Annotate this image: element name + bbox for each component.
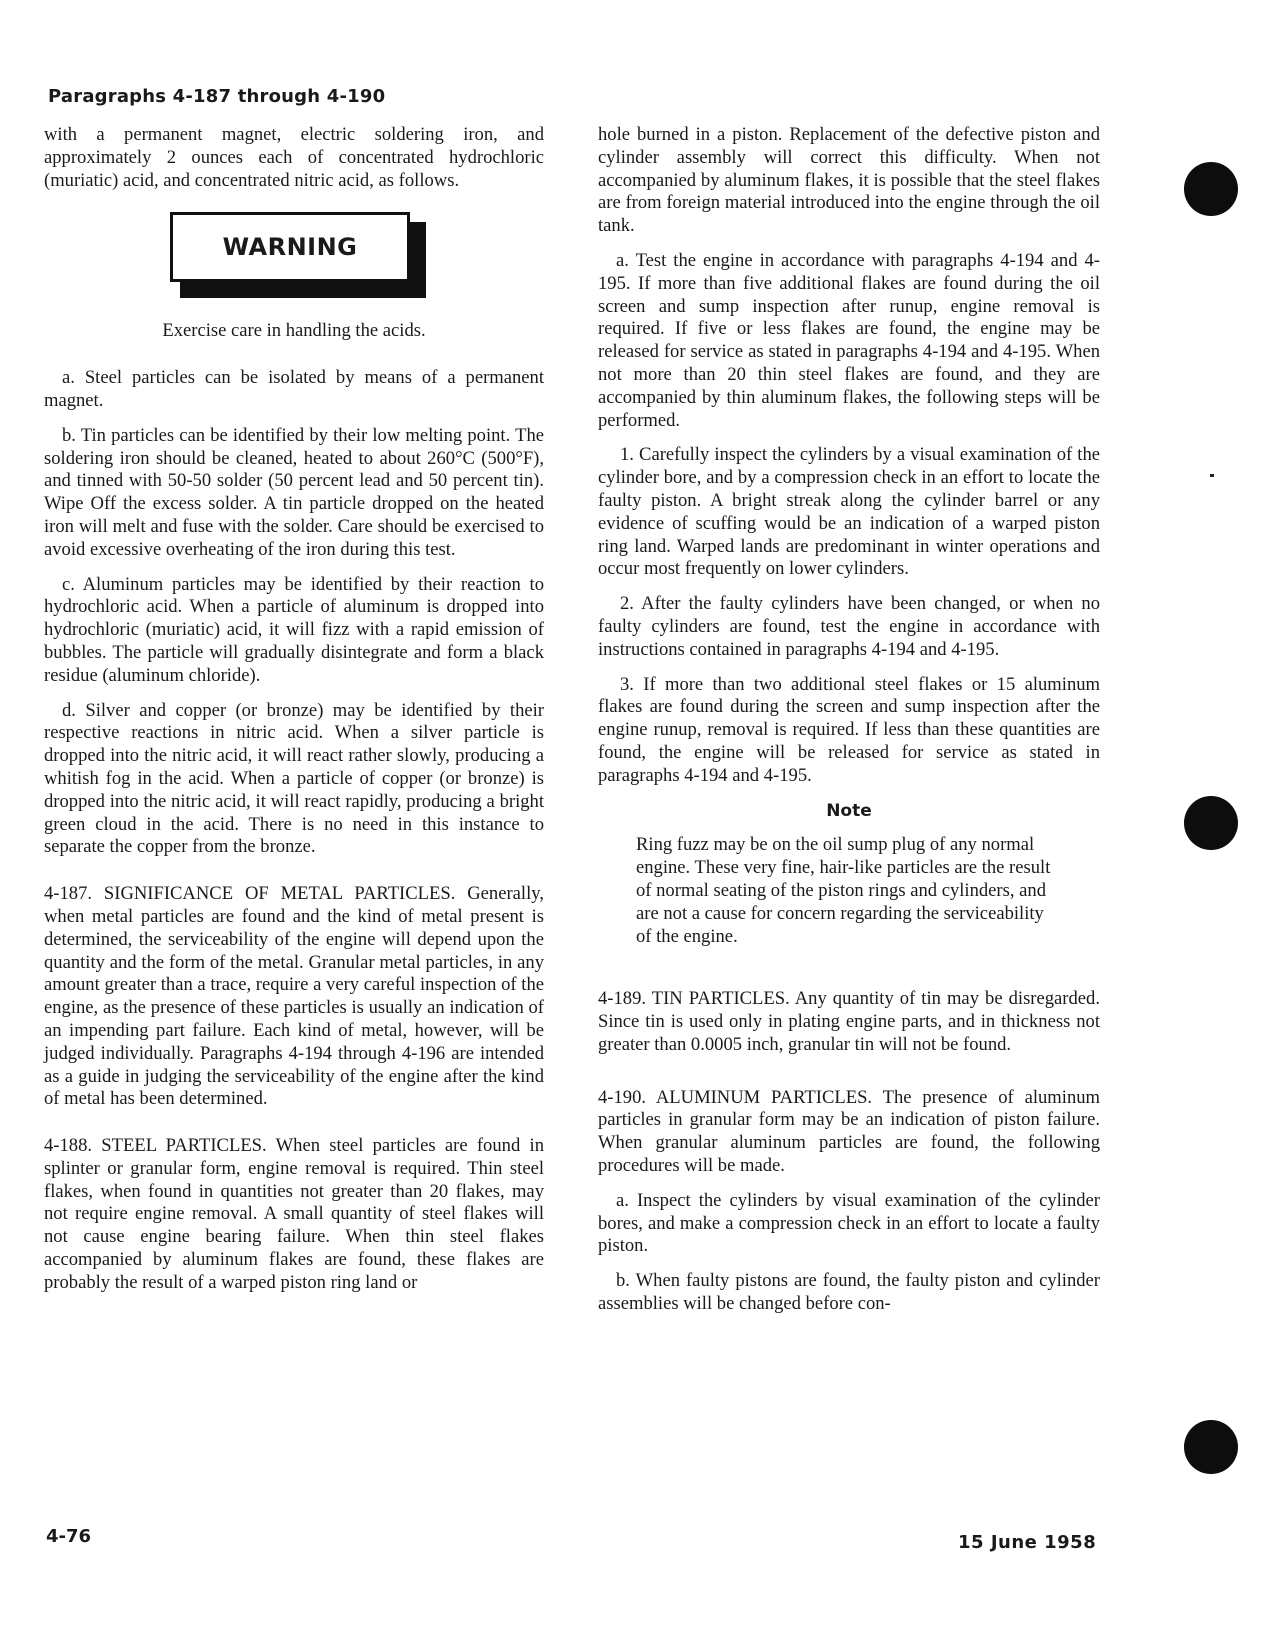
speck-mark: [1210, 474, 1214, 477]
item-190a: a. Inspect the cylinders by visual examination of the cylinder bores, and make a compression check in an effort to locate a faulty piston.: [598, 1189, 1100, 1257]
paragraph-4-188: 4-188. STEEL PARTICLES. When steel particles are found in splinter or granular form, engine removal is required. Thin steel flakes, when found in quantities not greater than 20 flakes, may not require engine removal. A small quantity of steel flakes will not cause engine bearing failure. When thin steel flakes accompanied by aluminum flakes are found, these flakes are probably the result of a warped piston ring land or: [44, 1135, 544, 1293]
item-190b: b. When faulty pistons are found, the faulty piston and cylinder assemblies will be changed before con-: [598, 1270, 1100, 1315]
item-d: d. Silver and copper (or bronze) may be identified by their respective reactions in nitric acid. When a silver particle is dropped into the nitric acid, it will react rather slowly, producing a whitish fog in the acid. When a particle of copper (or bronze) is dropped into the nitric acid, it will react rapidly, producing a bright green cloud in the acid. There is no need in this instance to separate the copper from the bronze.: [44, 699, 544, 858]
binder-hole-top: [1184, 162, 1238, 216]
intro-paragraph: with a permanent magnet, electric soldering iron, and approximately 2 ounces each of concentrated hydrochloric (muriatic) acid, and concentrated nitric acid, as follows.: [44, 124, 544, 191]
item-b: b. Tin particles can be identified by their low melting point. The soldering iron should be cleaned, heated to about 260°C (500°F), and tinned with 50-50 solder (50 percent lead and 50 percent tin). Wipe Off the excess solder. A tin particle dropped on the heated iron will melt and fuse with the solder. Care should be exercised to avoid excessive overheating of the iron during this test.: [44, 424, 544, 560]
page-header: Paragraphs 4-187 through 4-190: [48, 86, 386, 107]
warning-text: Exercise care in handling the acids.: [162, 320, 426, 342]
right-column: [598, 124, 1100, 1328]
continuation-paragraph: hole burned in a piston. Replacement of the defective piston and cylinder assembly will correct this difficulty. When not accompanied by aluminum flakes, it is possible that the steel flakes are from foreign material introduced into the engine through the oil tank.: [598, 124, 1100, 237]
left-column: [44, 124, 544, 1307]
item-c: c. Aluminum particles may be identified by their reaction to hydrochloric acid. When a particle of aluminum is dropped into hydrochloric (muriatic) acid, it will fizz with a rapid emission of bubbles. The particle will gradually disintegrate and form a black residue (aluminum chloride).: [44, 573, 544, 686]
step-1: 1. Carefully inspect the cylinders by a visual examination of the cylinder bore, and by a compression check in an effort to locate the faulty piston. A bright streak along the cylinder barrel or any evidence of scuffing would be an indication of a warped piston ring land. Warped lands are predominant in winter operations and occur most frequently on lower cylinders.: [598, 444, 1100, 580]
item-a: a. Steel particles can be isolated by means of a permanent magnet.: [44, 367, 544, 411]
page-number: 4-76: [46, 1526, 92, 1547]
paragraph-4-187: 4-187. SIGNIFICANCE OF METAL PARTICLES. Generally, when metal particles are found and the kind of metal present is determined, the serviceability of the engine will depend upon the quantity and the form of the metal. Granular metal particles, in any amount greater than a trace, require a very careful inspection of the engine, as the presence of these particles is usually an indication of an impending part failure. Each kind of metal, however, will be judged individually. Paragraphs 4-194 through 4-196 are intended as a guide in judging the serviceability of the engine after the kind of metal has been determined.: [44, 883, 544, 1110]
warning-label: WARNING: [170, 212, 410, 282]
step-3: 3. If more than two additional steel flakes or 15 aluminum flakes are found during the screen and sump inspection after the engine runup, removal is required. If less than these quantities are found, the engine will be released for service as stated in paragraphs 4-194 and 4-195.: [598, 673, 1100, 786]
binder-hole-bottom: [1184, 1420, 1238, 1474]
note-title: Note: [826, 800, 872, 821]
item-a-right: a. Test the engine in accordance with paragraphs 4-194 and 4-195. If more than five additional flakes are found during the oil screen and sump inspection after runup, engine removal is required. If five or less flakes are found, the engine may be released for service as stated in paragraphs 4-194 and 4-195. When not more than 20 thin steel flakes are found, and they are accompanied by thin aluminum flakes, the following steps will be performed.: [598, 249, 1100, 431]
paragraph-4-189: 4-189. TIN PARTICLES. Any quantity of tin may be disregarded. Since tin is used only in plating engine parts, and in thickness not greater than 0.0005 inch, granular tin will not be found.: [598, 988, 1100, 1055]
binder-hole-middle: [1184, 796, 1238, 850]
step-2: 2. After the faulty cylinders have been changed, or when no faulty cylinders are found, test the engine in accordance with instructions contained in paragraphs 4-194 and 4-195.: [598, 593, 1100, 660]
paragraph-4-190: 4-190. ALUMINUM PARTICLES. The presence of aluminum particles in granular form may be an indication of piston failure. When granular aluminum particles are found, the following procedures will be made.: [598, 1086, 1100, 1177]
note-text: Ring fuzz may be on the oil sump plug of any normal engine. These very fine, hair-like particles are the result of normal seating of the piston rings and cylinders, and are not a cause for concern regarding the serviceability of the engine.: [636, 834, 1051, 947]
page-date: 15 June 1958: [958, 1532, 1097, 1553]
warning-box: [170, 212, 430, 302]
